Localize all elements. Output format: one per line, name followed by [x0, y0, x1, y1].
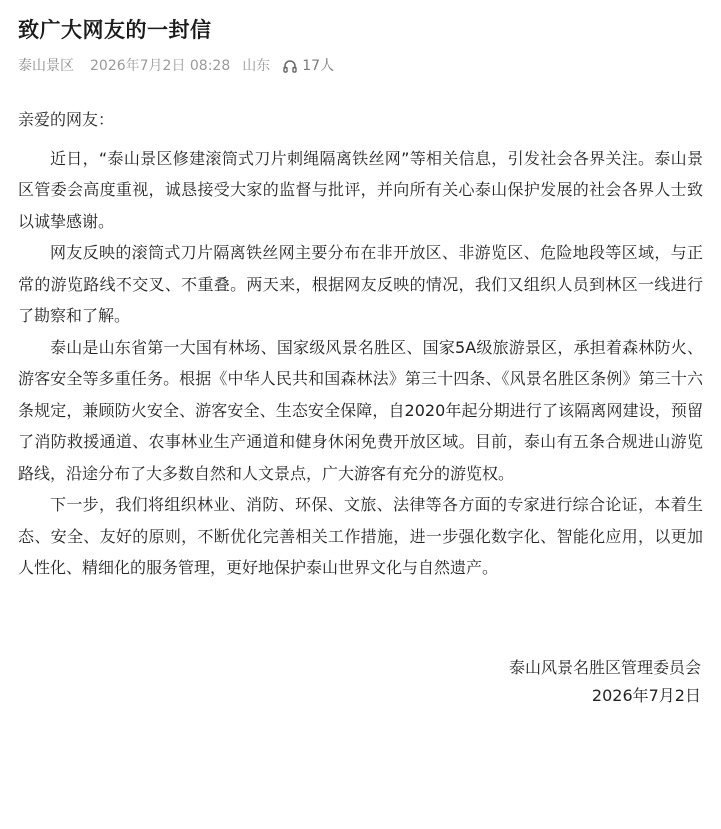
- publish-region: 山东: [242, 58, 271, 74]
- letter-paragraph-2: 网友反映的滚筒式刀片隔离铁丝网主要分布在非开放区、非游览区、危险地段等区域，与正常的游览路线不交叉、不重叠。两天来，根据网友反映的情况，我们又组织人员到林区一线进行了勘察和了解。: [18, 243, 703, 325]
- letter-salutation: 亲爱的网友：: [18, 110, 115, 129]
- letter-signature-block: [18, 654, 703, 710]
- listen-count: 17人: [302, 58, 335, 74]
- article-meta: [18, 56, 703, 76]
- letter-body: [18, 104, 703, 584]
- letter-date: 2026年7月2日: [591, 685, 701, 705]
- letter-paragraph-1: 近日，“泰山景区修建滚筒式刀片刺绳隔离铁丝网”等相关信息，引发社会各界关注。泰山景区管委会高度重视，诚恳接受大家的监督与批评，并向所有关心泰山保护发展的社会各界人士致以诚挚感谢。: [18, 148, 703, 231]
- publish-datetime: 2026年7月2日 08:28: [90, 58, 231, 74]
- listen-count-button[interactable]: [282, 56, 334, 76]
- headphone-icon: [282, 58, 298, 74]
- letter-paragraph-4: 下一步，我们将组织林业、消防、环保、文旅、法律等各方面的专家进行综合论证，本着生态、安全、友好的原则，不断优化完善相关工作措施，进一步强化数字化、智能化应用，以更加人性化、精细化的服务管理，更好地保护泰山世界文化与自然遗产。: [18, 495, 703, 577]
- account-name-link[interactable]: 泰山景区: [18, 58, 74, 74]
- letter-paragraph-3: 泰山是山东省第一大国有林场、国家级风景名胜区、国家5A级旅游景区，承担着森林防火、游客安全等多重任务。根据《中华人民共和国森林法》第三十四条、《风景名胜区条例》第三十六条规定，兼顾防火安全、游客安全、生态安全保障，自2020年起分期进行了该隔离网建设，预留了消防救援通道、农事林业生产通道和健身休闲免费开放区域。目前，泰山有五条合规进山游览路线，沿途分布了大多数自然和人文景点，广大游客有充分的游览权。: [18, 337, 703, 483]
- letter-signature: 泰山风景名胜区管理委员会: [508, 657, 701, 677]
- article-title: 致广大网友的一封信: [18, 18, 212, 42]
